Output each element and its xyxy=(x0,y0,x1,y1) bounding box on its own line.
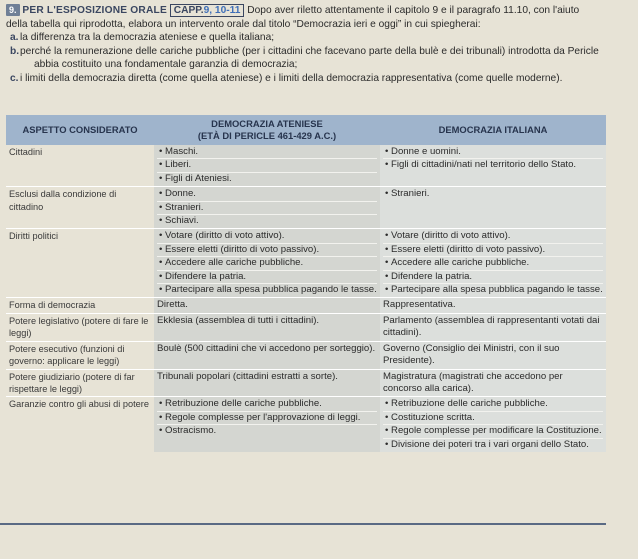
exercise-block xyxy=(6,4,632,86)
list-item: • Difendere la patria. xyxy=(383,271,603,284)
intro-line-1: Dopo aver riletto attentamente il capitolo 9 e il paragrafo 11.10, con l'aiuto xyxy=(247,5,580,16)
header-athens-title: DEMOCRAZIA ATENIESE xyxy=(211,118,323,129)
list-item: • Retribuzione delle cariche pubbliche. xyxy=(157,398,377,411)
athens-cell xyxy=(154,229,380,298)
item-b xyxy=(6,45,632,59)
item-c-text: i limiti della democrazia diretta (come quella ateniese) e i limiti della democrazia rappresentativa (come quelle moderne). xyxy=(20,72,563,84)
list-item: • Votare (diritto di voto attivo). xyxy=(157,230,377,243)
list-item: • Stranieri. xyxy=(383,188,603,200)
table-row xyxy=(6,341,606,369)
list-item: • Accedere alle cariche pubbliche. xyxy=(383,257,603,270)
list-item: • Figli di Ateniesi. xyxy=(157,173,377,185)
item-c xyxy=(6,72,632,86)
row-aspect: Garanzie contro gli abusi di potere xyxy=(9,399,149,410)
list-item: • Regole complesse per modificare la Costituzione. xyxy=(383,425,603,438)
list-item: • Maschi. xyxy=(157,146,377,159)
italy-cell xyxy=(380,229,606,298)
list-item: • Partecipare alla spesa pubblica pagando le tasse. xyxy=(157,284,377,296)
athens-cell: Ekklesia (assemblea di tutti i cittadini). xyxy=(154,313,380,341)
athens-cell: Boulè (500 cittadini che vi accedono per sorteggio). xyxy=(154,341,380,369)
list-item: • Accedere alle cariche pubbliche. xyxy=(157,257,377,270)
list-item: • Schiavi. xyxy=(157,215,377,227)
item-a-letter: a. xyxy=(10,32,19,44)
list-item: • Essere eletti (diritto di voto passivo). xyxy=(383,244,603,257)
list-item: • Costituzione scritta. xyxy=(383,412,603,425)
list-item: • Retribuzione delle cariche pubbliche. xyxy=(383,398,603,411)
comparison-table xyxy=(6,115,606,452)
table-row xyxy=(6,298,606,313)
list-item: • Divisione dei poteri tra i vari organi dello Stato. xyxy=(383,439,603,451)
italy-cell xyxy=(380,187,606,229)
row-aspect: Cittadini xyxy=(6,145,154,187)
item-a-text: la differenza tra la democrazia ateniese e quella italiana; xyxy=(20,32,275,44)
table-row xyxy=(6,397,606,452)
row-aspect: Potere legislativo (potere di fare le leggi) xyxy=(6,313,154,341)
table-row xyxy=(6,187,606,229)
athens-cell xyxy=(154,145,380,187)
italy-cell: Rappresentativa. xyxy=(380,298,606,313)
table-bottom-rule xyxy=(0,523,606,525)
list-item: • Essere eletti (diritto di voto passivo). xyxy=(157,244,377,257)
exercise-intro xyxy=(6,4,632,18)
list-item: • Stranieri. xyxy=(157,202,377,215)
list-item: • Difendere la patria. xyxy=(157,271,377,284)
intro-line-2: della tabella qui riprodotta, elabora un intervento orale dal titolo “Democrazia ieri e oggi” in cui spiegherai: xyxy=(6,18,481,30)
row-aspect: Potere esecutivo (funzioni di governo: applicare le leggi) xyxy=(6,341,154,369)
table-row xyxy=(6,313,606,341)
list-item: • Liberi. xyxy=(157,159,377,172)
item-b-letter: b. xyxy=(10,45,20,57)
italy-cell xyxy=(380,145,606,187)
athens-cell: Diretta. xyxy=(154,298,380,313)
list-item: • Ostracismo. xyxy=(157,425,377,437)
exercise-label: PER L'ESPOSIZIONE ORALE xyxy=(22,5,167,16)
list-item: • Regole complesse per l'approvazione di leggi. xyxy=(157,412,377,425)
list-item: • Figli di cittadini/nati nel territorio dello Stato. xyxy=(383,159,603,171)
list-item: • Donne e uomini. xyxy=(383,146,603,159)
table-row xyxy=(6,229,606,298)
exercise-number: 9. xyxy=(6,4,20,16)
italy-cell: Parlamento (assemblea di rappresentanti votati dai cittadini). xyxy=(380,313,606,341)
italy-cell: Magistratura (magistrati che accedono per concorso alla carica). xyxy=(380,369,606,397)
header-athens xyxy=(154,115,380,145)
header-athens-period: (ETÀ DI PERICLE 461-429 A.C.) xyxy=(197,130,337,141)
list-item: • Donne. xyxy=(157,188,377,201)
chapter-numbers: 9, 10-11 xyxy=(203,5,241,16)
table-header-row xyxy=(6,115,606,145)
list-item: • Partecipare alla spesa pubblica pagando le tasse. xyxy=(383,284,603,296)
table-row xyxy=(6,369,606,397)
athens-cell xyxy=(154,397,380,452)
chapter-prefix: CAPP. xyxy=(173,5,204,16)
row-aspect: Forma di democrazia xyxy=(6,298,154,313)
table-row xyxy=(6,145,606,187)
list-item: • Votare (diritto di voto attivo). xyxy=(383,230,603,243)
header-aspect: ASPETTO CONSIDERATO xyxy=(6,115,154,145)
row-aspect: Diritti politici xyxy=(6,229,154,298)
athens-cell xyxy=(154,187,380,229)
row-aspect: Potere giudiziario (potere di far rispettare le leggi) xyxy=(6,369,154,397)
chapter-reference xyxy=(170,4,245,17)
item-a xyxy=(6,31,632,45)
item-c-letter: c. xyxy=(10,72,19,84)
item-b-continuation: abbia costituito una fondamentale garanzia di democrazia; xyxy=(34,59,298,71)
header-italy: DEMOCRAZIA ITALIANA xyxy=(380,115,606,145)
athens-cell: Tribunali popolari (cittadini estratti a sorte). xyxy=(154,369,380,397)
italy-cell xyxy=(380,397,606,452)
row-aspect: Esclusi dalla condizione di cittadino xyxy=(6,187,154,229)
italy-cell: Governo (Consiglio dei Ministri, con il suo Presidente). xyxy=(380,341,606,369)
item-b-text: perché la remunerazione delle cariche pubbliche (per i cittadini che facevano parte della bulè e dei tribunali) introdotta da Pericle xyxy=(20,45,599,57)
